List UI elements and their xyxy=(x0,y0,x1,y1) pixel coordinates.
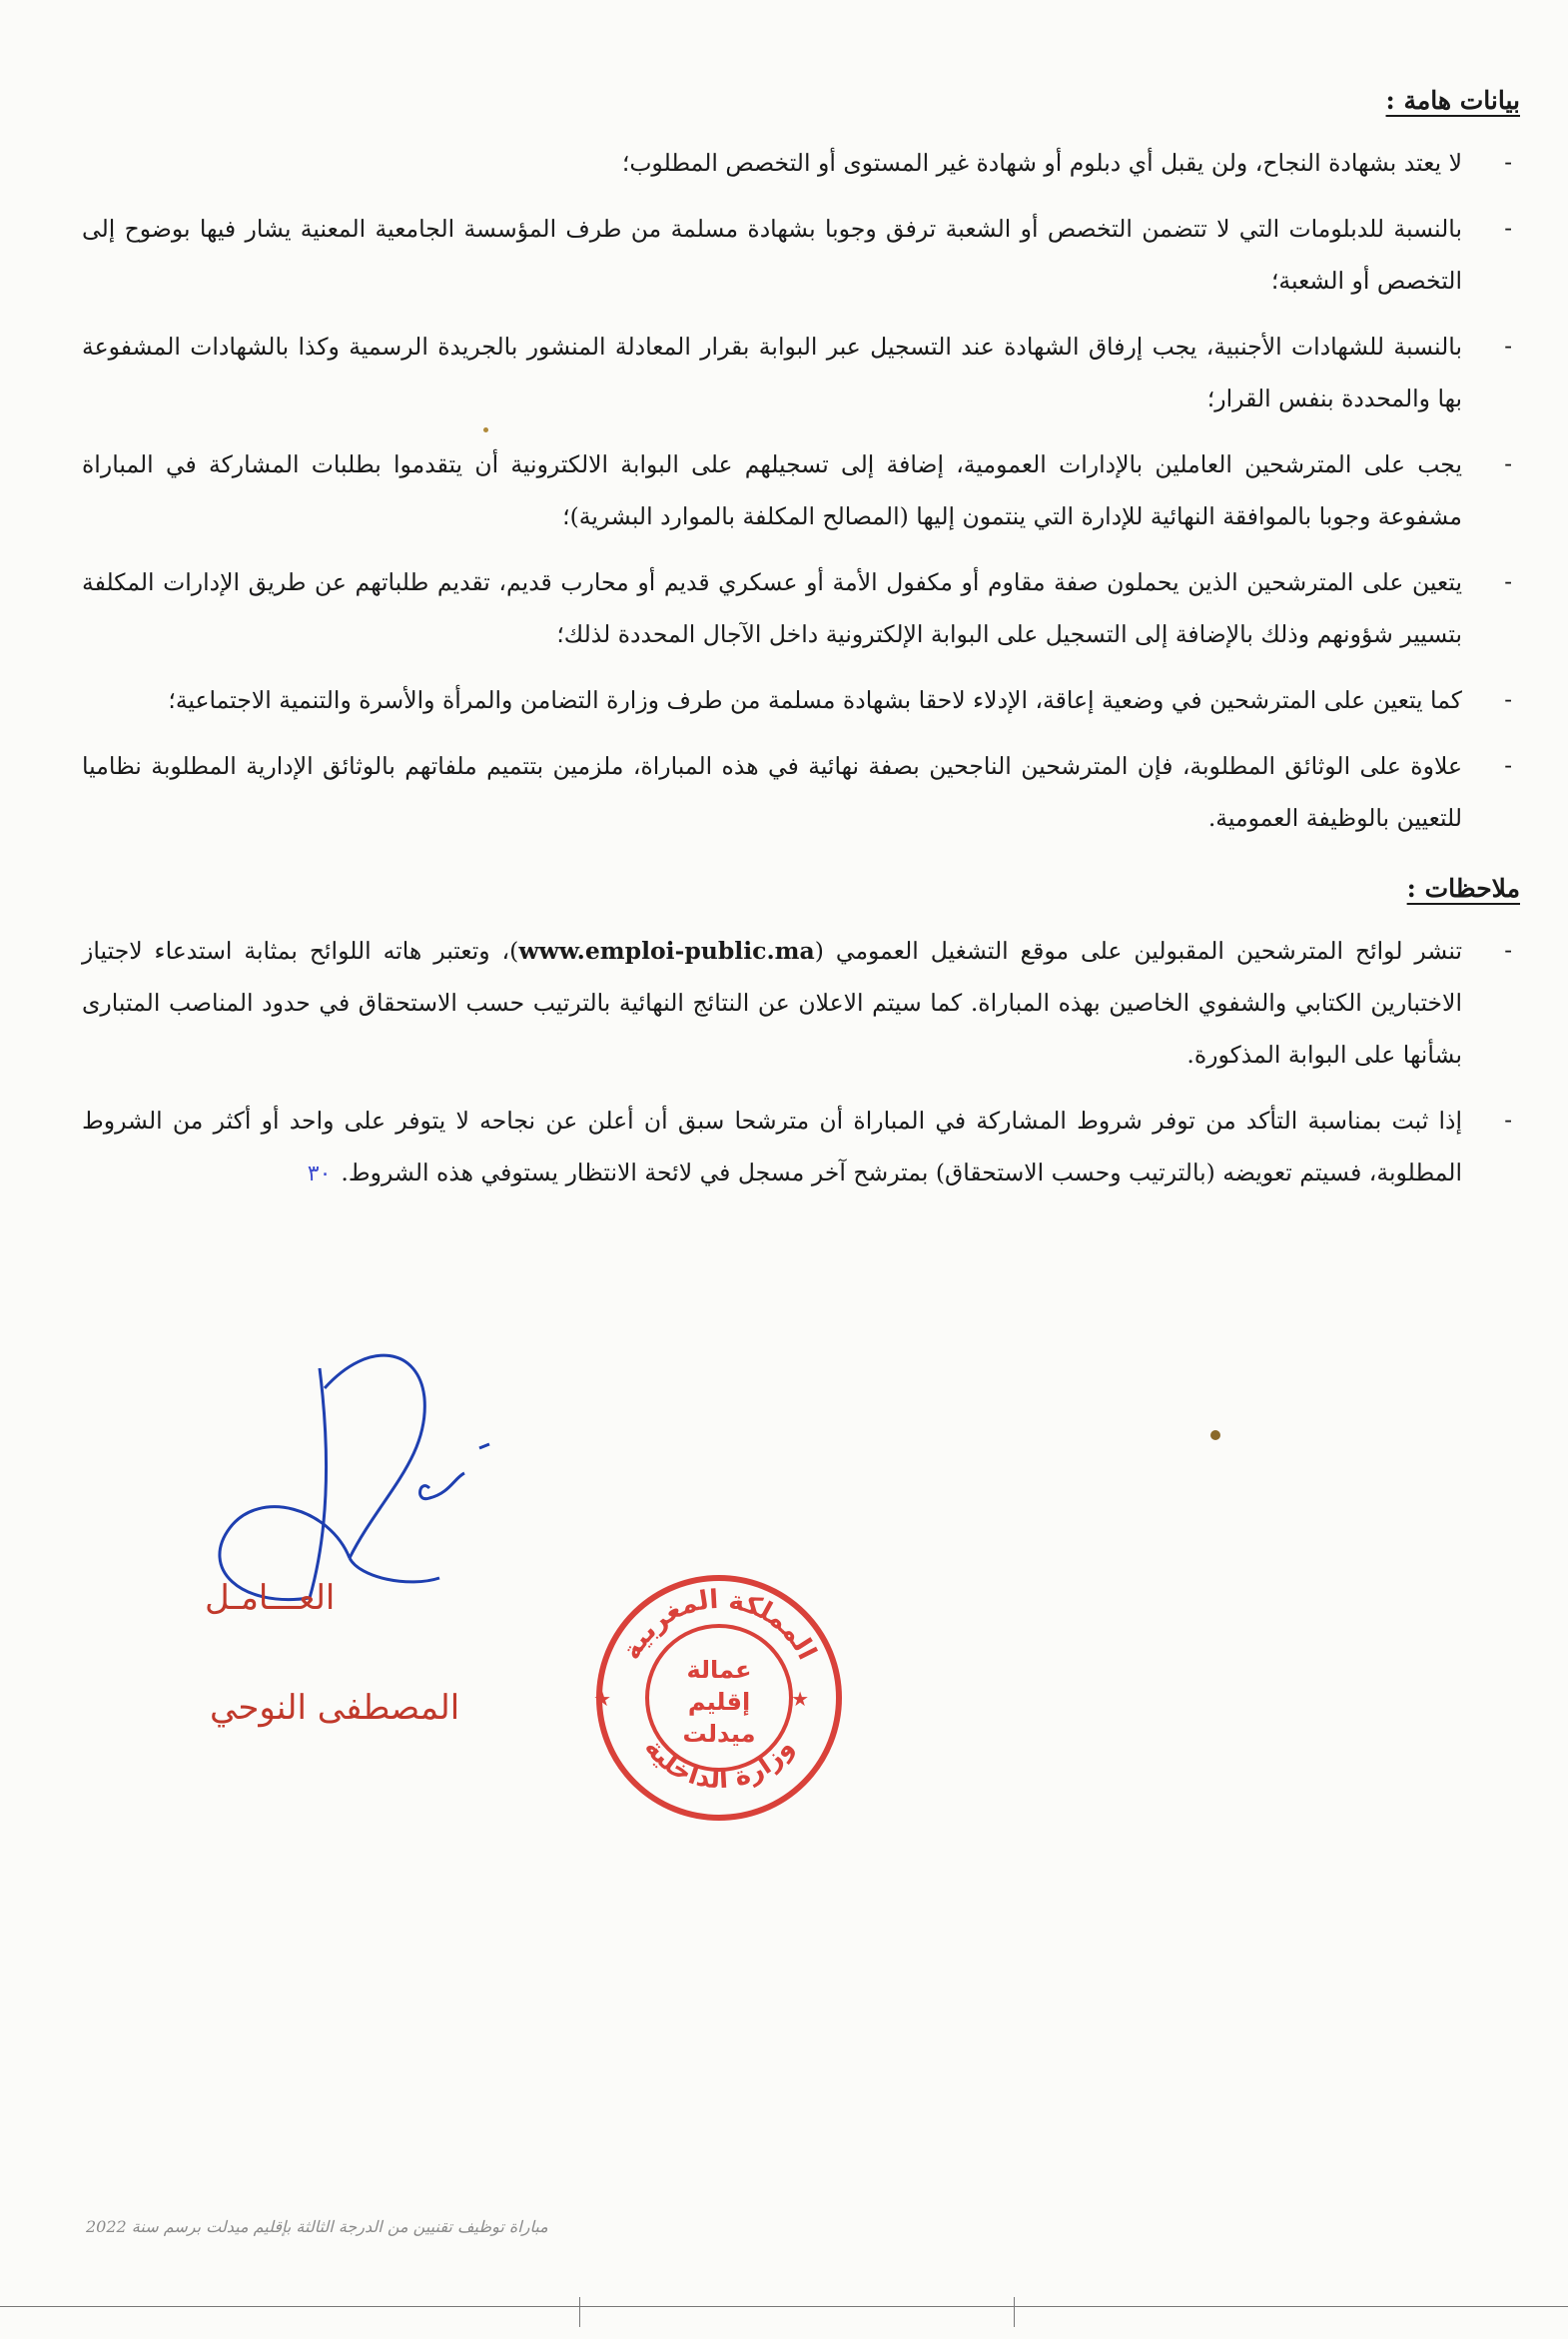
page-footer: مباراة توظيف تقنيين من الدرجة الثالثة بإقليم ميدلت برسم سنة 2022 xyxy=(86,2217,548,2236)
footer-divider xyxy=(579,2297,580,2327)
bullet: - xyxy=(1504,753,1512,779)
list-item xyxy=(82,674,1520,726)
footer-divider xyxy=(1014,2297,1015,2327)
stamp-line-1: عمالة xyxy=(686,1656,752,1684)
list-item xyxy=(82,1095,1520,1200)
stamp-line-3: ميدلت xyxy=(682,1720,756,1748)
list-item xyxy=(82,438,1520,542)
handwritten-initials: ٣٠ xyxy=(307,1162,332,1186)
bullet: - xyxy=(1504,569,1512,595)
bullet: - xyxy=(1504,1108,1512,1134)
important-info-list xyxy=(82,137,1520,844)
footer-rule xyxy=(0,2306,1568,2307)
item-text: يجب على المترشحين العاملين بالإدارات العمومية، إضافة إلى تسجيلهم على البوابة الالكترونية أن يتقدموا بطلبات المشاركة في المباراة مشفوعة وجوبا بالموافقة النهائية للإدارة التي ينتمون إليها (المصالح المكلفة بالموارد البشرية)؛ xyxy=(82,450,1462,530)
item-text: تنشر لوائح المترشحين المقبولين على موقع التشغيل العمومي ( xyxy=(814,937,1462,965)
star-icon: ★ xyxy=(791,1687,809,1711)
official-stamp xyxy=(589,1568,849,1828)
list-item xyxy=(82,740,1520,844)
item-text: يتعين على المترشحين الذين يحملون صفة مقاوم أو مكفول الأمة أو عسكري قديم أو محارب قديم، تقديم طلباتهم عن طريق الإدارات المكلفة بتسيير شؤونهم وذلك بالإضافة إلى التسجيل على البوابة الإلكترونية داخل الآجال المحددة لذلك؛ xyxy=(82,568,1462,648)
stamp-top-text: المملكة المغربية xyxy=(616,1584,822,1665)
stamp-bottom-text: وزارة الداخلية xyxy=(637,1733,801,1796)
notes-heading: ملاحظات : xyxy=(1406,874,1520,903)
item-text: علاوة على الوثائق المطلوبة، فإن المترشحين الناجحين بصفة نهائية في هذه المباراة، ملزمين بتتميم ملفاتهم بالوثائق الإدارية المطلوبة نظاميا للتعيين بالوظيفة العمومية. xyxy=(82,752,1462,832)
list-item xyxy=(82,925,1520,1081)
bullet: - xyxy=(1504,216,1512,242)
document-body xyxy=(82,86,1520,1214)
item-text: إذا ثبت بمناسبة التأكد من توفر شروط المشاركة في المباراة أن مترشحا سبق أن أعلن عن نجاحه لا يتوفر على واحد أو أكثر من الشروط المطلوبة، فسيتم تعويضه (بالترتيب وحسب الاستحقاق) بمترشح آخر مسجل في لائحة الانتظار يستوفي هذه الشروط. xyxy=(82,1107,1462,1186)
list-item xyxy=(82,321,1520,424)
website-url: www.emploi-public.ma xyxy=(518,937,815,965)
stamp-line-2: إقليم xyxy=(687,1688,751,1716)
item-text: )، وتعتبر هاته اللوائح بمثابة استدعاء لاجتياز الاختبارين الكتابي والشفوي الخاصين بهذه المباراة. كما سيتم الاعلان عن النتائج النهائية بالترتيب حسب الاستحقاق في حدود المناصب المتبارى بشأنها على البوابة المذكورة. xyxy=(82,937,1462,1069)
important-info-heading: بيانات هامة : xyxy=(1385,86,1520,115)
list-item xyxy=(82,137,1520,189)
item-text: بالنسبة للدبلومات التي لا تتضمن التخصص أو الشعبة ترفق وجوبا بشهادة مسلمة من طرف المؤسسة الجامعية المعنية يشار فيها بوضوح إلى التخصص أو الشعبة؛ xyxy=(82,215,1462,295)
bullet: - xyxy=(1504,150,1512,176)
bullet: - xyxy=(1504,687,1512,713)
item-text: بالنسبة للشهادات الأجنبية، يجب إرفاق الشهادة عند التسجيل عبر البوابة بقرار المعادلة المنشور بالجريدة الرسمية وكذا بالشهادات المشفوعة بها والمحددة بنفس القرار؛ xyxy=(82,333,1462,412)
list-item xyxy=(82,203,1520,307)
ink-speck xyxy=(1210,1430,1220,1440)
bullet: - xyxy=(1504,334,1512,360)
bullet: - xyxy=(1504,451,1512,477)
governor-title: العـــامـل xyxy=(205,1578,336,1618)
notes-list xyxy=(82,925,1520,1200)
governor-name: المصطفى النوحي xyxy=(210,1688,460,1728)
item-text: لا يعتد بشهادة النجاح، ولن يقبل أي دبلوم أو شهادة غير المستوى أو التخصص المطلوب؛ xyxy=(621,149,1462,177)
bullet: - xyxy=(1504,938,1512,964)
list-item xyxy=(82,556,1520,660)
item-text: كما يتعين على المترشحين في وضعية إعاقة، الإدلاء لاحقا بشهادة مسلمة من طرف وزارة التضامن والمرأة والأسرة والتنمية الاجتماعية؛ xyxy=(168,686,1462,714)
star-icon: ★ xyxy=(593,1687,611,1711)
